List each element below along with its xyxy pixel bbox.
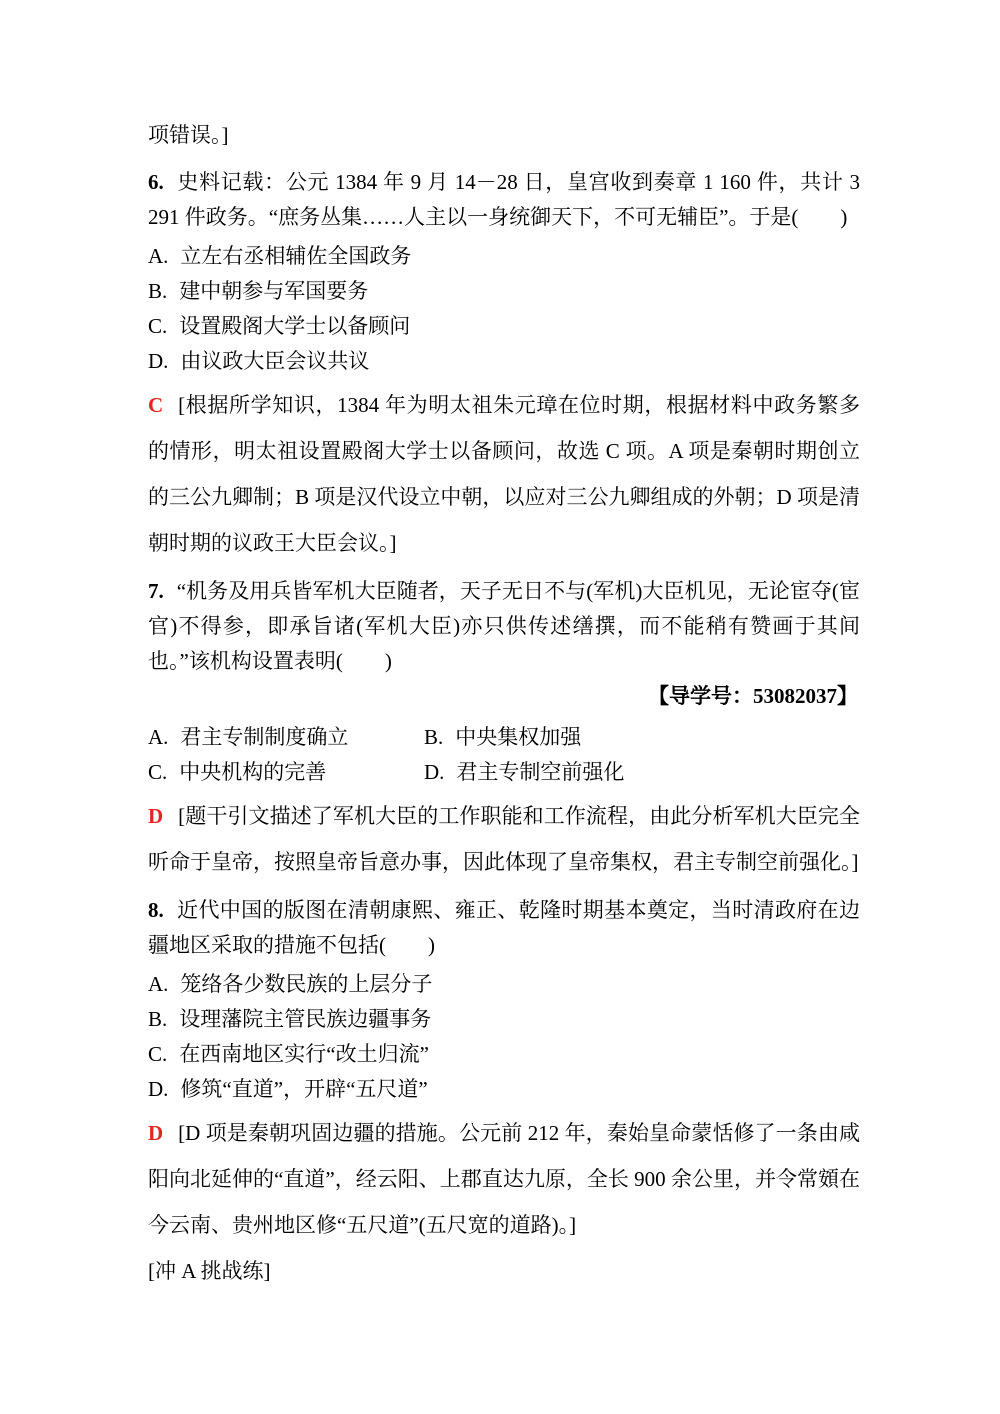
- option-label: A.: [148, 244, 169, 268]
- option-label: B.: [148, 279, 168, 303]
- challenge-section-label: [冲 A 挑战练]: [148, 1259, 271, 1283]
- answer-explanation: [根据所学知识，1384 年为明太祖朱元璋在位时期，根据材料中政务繁多的情形，明太祖设置殿阁大学士以备顾问，故选 C 项。A 项是秦朝时期创立的三公九卿制；B 项是汉代设立中朝，以应对三公九卿组成的外朝；D 项是清朝时期的议政王大臣会议。]: [148, 393, 860, 555]
- option-row: [148, 1037, 860, 1072]
- option-row: [148, 720, 424, 755]
- question-6-number: 6.: [148, 170, 164, 194]
- answer-letter: D: [148, 1121, 164, 1145]
- option-row: [148, 1002, 860, 1037]
- option-text: 在西南地区实行“改土归流”: [179, 1042, 429, 1066]
- option-label: D.: [148, 349, 169, 373]
- option-row: [424, 755, 860, 790]
- option-row: [148, 755, 424, 790]
- option-label: B.: [148, 1007, 168, 1031]
- guide-number: 【导学号：53082037】: [648, 684, 858, 708]
- option-row: [148, 274, 860, 309]
- option-label: B.: [424, 725, 444, 749]
- option-label: C.: [148, 1042, 168, 1066]
- option-label: C.: [148, 760, 168, 784]
- question-6-text: 史料记载：公元 1384 年 9 月 14－28 日，皇宫收到奏章 1 160 件，共计 3 291 件政务。“庶务丛集……人主以一身统御天下，不可无辅臣”。于是( ): [148, 170, 860, 229]
- answer-explanation: [D 项是秦朝巩固边疆的措施。公元前 212 年，秦始皇命蒙恬修了一条由咸阳向北延伸的“直道”，经云阳、上郡直达九原，全长 900 余公里，并令常頞在今云南、贵州地区修“五尺道”(五尺宽的道路)。]: [148, 1121, 860, 1237]
- question-6-options: [148, 239, 860, 379]
- question-6-stem: [148, 165, 860, 235]
- option-label: C.: [148, 314, 168, 338]
- question-7-number: 7.: [148, 579, 164, 603]
- option-text: 中央集权加强: [455, 725, 582, 749]
- option-text: 中央机构的完善: [179, 760, 327, 784]
- option-row: [148, 1072, 860, 1107]
- option-text: 修筑“直道”，开辟“五尺道”: [180, 1077, 428, 1101]
- answer-explanation: [题干引文描述了军机大臣的工作职能和工作流程，由此分析军机大臣完全听命于皇帝，按照皇帝旨意办事，因此体现了皇帝集权，君主专制空前强化。]: [148, 804, 860, 874]
- option-text: 设置殿阁大学士以备顾问: [179, 314, 411, 338]
- question-7-options: [148, 720, 860, 790]
- answer-letter: C: [148, 393, 164, 417]
- option-text: 建中朝参与军国要务: [179, 279, 369, 303]
- option-row: [148, 309, 860, 344]
- question-8-options: [148, 967, 860, 1107]
- question-7-stem: [148, 574, 860, 679]
- option-text: 笼络各少数民族的上层分子: [180, 972, 433, 996]
- previous-answer-tail: 项错误。]: [148, 123, 229, 147]
- option-row: [148, 967, 860, 1002]
- question-6-answer: [148, 382, 860, 566]
- option-row: [148, 239, 860, 274]
- question-7-answer: [148, 793, 860, 885]
- page-content: [148, 118, 860, 1289]
- option-label: D.: [424, 760, 445, 784]
- question-8-text: 近代中国的版图在清朝康熙、雍正、乾隆时期基本奠定，当时清政府在边疆地区采取的措施不包括( ): [148, 898, 860, 957]
- option-label: A.: [148, 972, 169, 996]
- question-8-stem: [148, 893, 860, 963]
- question-8-answer: [148, 1110, 860, 1248]
- option-text: 设理藩院主管民族边疆事务: [179, 1007, 432, 1031]
- question-7-text: “机务及用兵皆军机大臣随者，天子无日不与(军机)大臣机见，无论宦夺(宦官)不得参，即承旨诸(军机大臣)亦只供传述缮撰，而不能稍有赞画于其间也。”该机构设置表明( ): [148, 579, 860, 673]
- option-text: 君主专制空前强化: [456, 760, 625, 784]
- option-text: 立左右丞相辅佐全国政务: [180, 244, 412, 268]
- option-label: D.: [148, 1077, 169, 1101]
- option-text: 君主专制制度确立: [180, 725, 349, 749]
- question-8-number: 8.: [148, 898, 164, 922]
- option-row: [148, 344, 860, 379]
- option-row: [424, 720, 860, 755]
- option-text: 由议政大臣会议共议: [180, 349, 370, 373]
- option-label: A.: [148, 725, 169, 749]
- answer-letter: D: [148, 804, 164, 828]
